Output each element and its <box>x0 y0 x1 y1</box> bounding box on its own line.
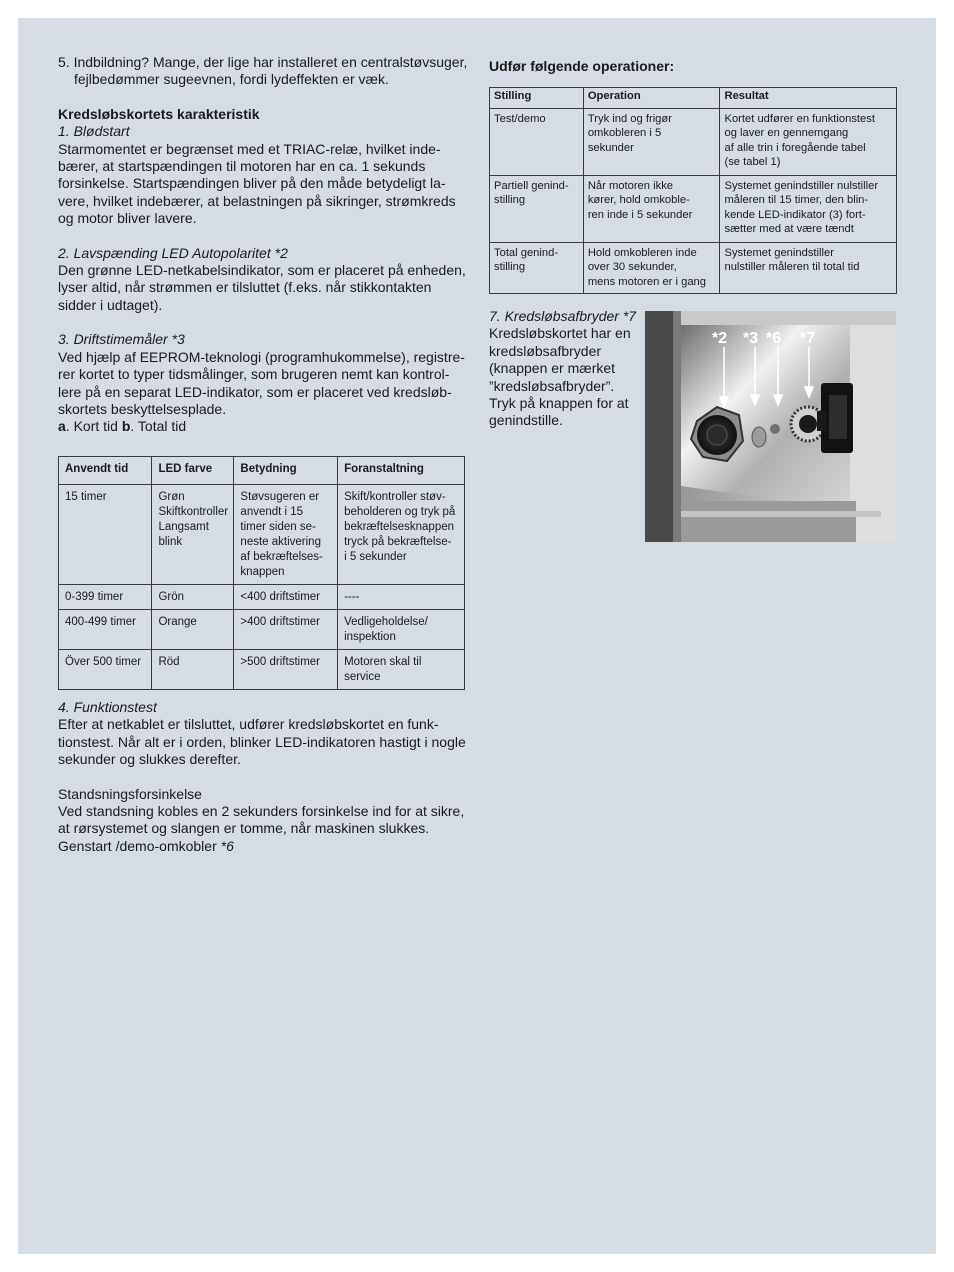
operations-table <box>489 87 897 294</box>
table-row <box>490 108 897 175</box>
table-cell: 400-499 timer <box>59 610 152 650</box>
table-cell: Partiell genind- stilling <box>490 175 584 242</box>
section-5-ref: *6 <box>220 837 234 854</box>
led-table <box>58 456 465 690</box>
label-star-2: *2 <box>712 330 728 347</box>
table-cell: 15 timer <box>59 485 152 585</box>
table-cell: Når motoren ikke kører, hold omkoble- ren inde i 5 sekunder <box>583 175 720 242</box>
table-cell: Total genind- stilling <box>490 242 584 293</box>
table-row <box>59 610 465 650</box>
table-cell: Hold omkobleren inde over 30 sekunder, mens motoren er i gang <box>583 242 720 293</box>
section-7-body: Kredsløbskortet har en kredsløbsafbryder (knappen er mærket ”kredsløbsafbryder”. Tryk på knappen for at genindstille. <box>489 325 631 429</box>
table-cell: Tryk ind og frigør omkobleren i 5 sekunder <box>583 108 720 175</box>
label-star-7: *7 <box>800 330 816 347</box>
led-table-header <box>59 457 465 485</box>
section-heading: Kredsløbskortets karakteristik <box>58 105 260 122</box>
section-3-body: Ved hjælp af EEPROM-teknologi (programhukommelse), registrerer kortet to typer tidsmålinger, som brugeren nemt kan kontrollere på en separat LED-indikator, som er placeret ved kredsløbskortets beskyttelsesplade. <box>58 348 465 417</box>
table-cell: >500 driftstimer <box>234 650 338 690</box>
table-row <box>59 485 465 585</box>
table-row <box>59 650 465 690</box>
label-star-6: *6 <box>766 330 782 347</box>
table-row <box>490 242 897 293</box>
section-7 <box>489 308 641 430</box>
table-cell: Vedligeholdelse/ inspektion <box>338 610 465 650</box>
table-cell: ---- <box>338 585 465 610</box>
section-1-title: 1. Blødstart <box>58 123 130 140</box>
header-cell: Anvendt tid <box>59 457 152 485</box>
section-7-title: 7. Kredsløbsafbryder *7 <box>489 308 637 324</box>
section-3-title: 3. Driftstimemåler *3 <box>58 331 185 348</box>
table-cell: Grön <box>152 585 234 610</box>
table-cell: Grøn Skiftkontroller Langsamt blink <box>152 485 234 585</box>
header-cell: Foranstaltning <box>338 457 465 485</box>
table-cell: Motoren skal til service <box>338 650 465 690</box>
header-cell: Betydning <box>234 457 338 485</box>
label-b: b <box>121 418 131 435</box>
table-cell: <400 driftstimer <box>234 585 338 610</box>
left-lower <box>58 699 468 855</box>
table-cell: Systemet genindstiller nulstiller måleren til total tid <box>720 242 897 293</box>
table-cell: Test/demo <box>490 108 584 175</box>
header-cell: Operation <box>583 88 720 109</box>
header-cell: Resultat <box>720 88 897 109</box>
section-2-title: 2. Lavspænding LED Autopolaritet *2 <box>58 244 288 261</box>
section-4-title: 4. Funktionstest <box>58 699 157 715</box>
table-cell: >400 driftstimer <box>234 610 338 650</box>
table-cell: 0-399 timer <box>59 585 152 610</box>
table-cell: Röd <box>152 650 234 690</box>
section-1-body: Starmomentet er begrænset med et TRIAC-relæ, hvilket indebærer, at startspændingen til motoren har en ca. 1 sekunds forsinkelse. Startspændingen bliver på den måde betydeligt lavere, hvilket indebærer, at belastningen på sikringer, strømkreds og motor bliver lavere. <box>58 140 456 227</box>
table-row <box>59 585 465 610</box>
table-cell: Skift/kontroller støv- beholderen og tryk på bekræftelsesknappen tryck på bekræftelse- i 5 sekunder <box>338 485 465 585</box>
photo-illustration <box>645 311 896 542</box>
table-row <box>490 175 897 242</box>
left-column <box>58 54 468 436</box>
header-cell: Stilling <box>490 88 584 109</box>
section-2-body: Den grønne LED-netkabelsindikator, som er placeret på enheden, lyser altid, når strømmen er tilsluttet (f.eks. når stikkontakten sidder i udtaget). <box>58 262 466 313</box>
operations-title: Udfør følgende operationer: <box>489 58 675 74</box>
label-a: a <box>58 418 66 435</box>
section-5-body: Ved standsning kobles en 2 sekunders forsinkelse ind for at sikre, at rørsystemet og slangen er tomme, når maskinen slukkes. Genstart /demo-omkobler *6 <box>58 803 465 854</box>
item-5: 5. Indbildning? Mange, der lige har installeret en centralstøvsuger, fejlbedømmer sugeevnen, fordi lydeffekten er væk. <box>58 54 468 88</box>
table-cell: Över 500 timer <box>59 650 152 690</box>
header-cell: LED farve <box>152 457 234 485</box>
circuit-breaker-photo <box>645 311 896 542</box>
table-cell: Orange <box>152 610 234 650</box>
right-column <box>489 58 899 75</box>
label-star-3: *3 <box>743 330 759 347</box>
section-4-body: Efter at netkablet er tilsluttet, udfører kredsløbskortet en funktionstest. Når alt er i orden, blinker LED-indikatoren hastigt i nogle sekunder og slukkes derefter. <box>58 716 466 768</box>
section-5-title: Standsningsforsinkelse <box>58 785 202 802</box>
table-cell: Kortet udfører en funktionstest og laver en gennemgang af alle trin i foregående tabel (se tabel 1) <box>720 108 897 175</box>
label-a-text: . Kort tid <box>65 418 122 435</box>
label-b-text: . Total tid <box>130 418 187 435</box>
section-3-ab <box>58 418 468 435</box>
table-cell: Støvsugeren er anvendt i 15 timer siden se- neste aktivering af bekræftelses- knappen <box>234 485 338 585</box>
table-cell: Systemet genindstiller nulstiller måleren til 15 timer, den blin- kende LED-indikator (3) fort- sætter med at være tændt <box>720 175 897 242</box>
operations-table-header <box>490 88 897 109</box>
